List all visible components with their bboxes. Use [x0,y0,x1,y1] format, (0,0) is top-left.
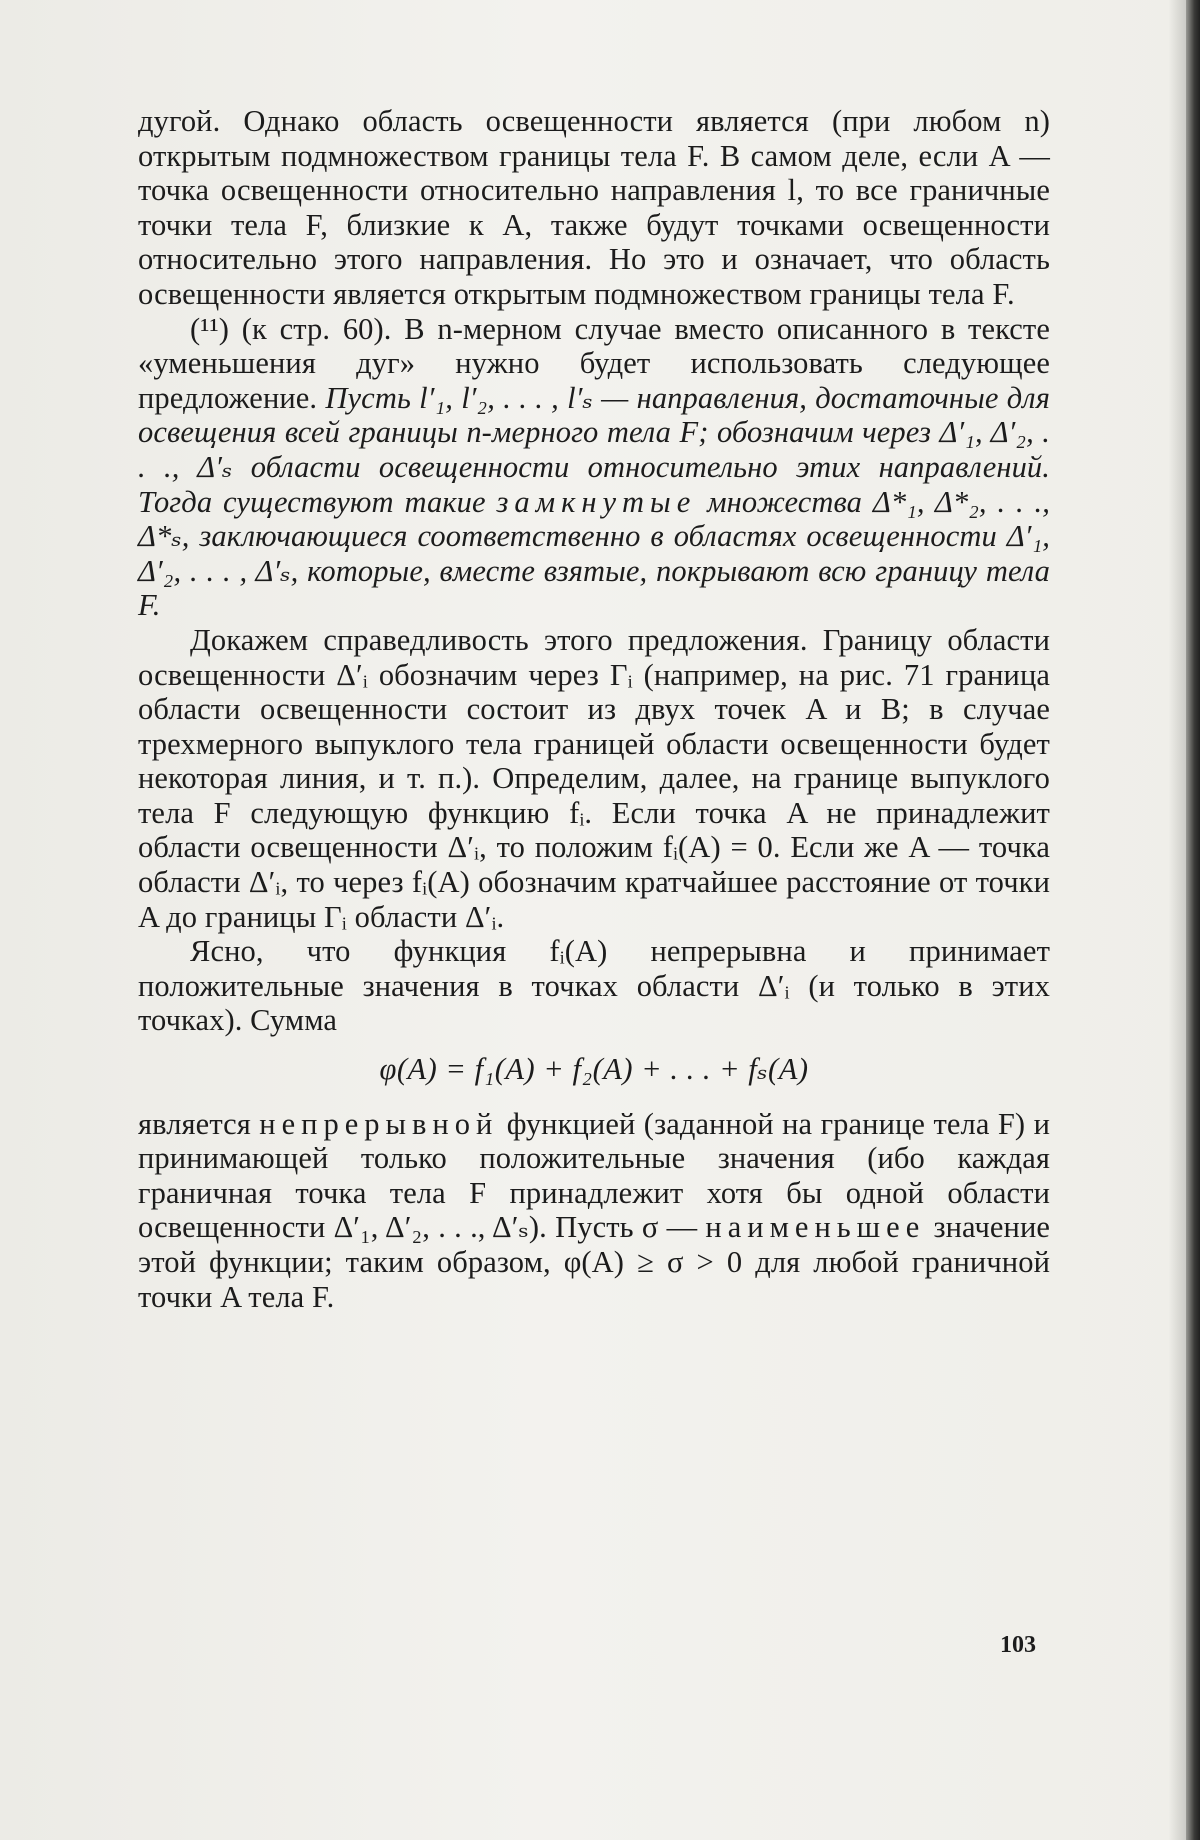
paragraph-5-middle: функцией (заданной на границе тела F) и принимающей только положительные значения (ибо каждая граничная точка тела F принадлежит хотя бы одной области освещенности Δ′₁, Δ′₂, . . ., Δ′ₛ). Пусть σ — [138,1106,1051,1245]
paragraph-3: Докажем справедливость этого предложения. Границу области освещенности Δ′ᵢ обозначим через Γᵢ (например, на рис. 71 граница области освещенности состоит из двух точек A и B; в случае трехмерного выпуклого тела границей области освещенности будет некоторая линия, и т. п.). Определим, далее, на границе выпуклого тела F следующую функцию fᵢ. Если точка A не принадлежит области освещенности Δ′ᵢ, то положим fᵢ(A) = 0. Если же A — точка области Δ′ᵢ, то через fᵢ(A) обозначим кратчайшее расстояние от точки A до границы Γᵢ области Δ′ᵢ. [138,622,1050,934]
paragraph-1: дугой. Однако область освещенности является (при любом n) открытым подмножеством границы тела F. В самом деле, если A — точка освещенности относительно направления l, то все граничные точки тела F, близкие к A, также будут точками освещенности относительно этого направления. Но это и означает, что область освещенности является открытым подмножеством границы тела F. [138,104,1050,311]
paragraph-5-spaced-least: наименьшее [705,1210,926,1245]
paragraph-4: Ясно, что функция fᵢ(A) непрерывна и принимает положительные значения в точках области Δ′ᵢ (и только в этих точках). Сумма [138,934,1050,1038]
paragraph-2-lead: (¹¹) (к стр. 60). В n-мерном случае вместо описанного в тексте «уменьшения дуг» нужно будет использовать следующее предложение. [138,311,1050,415]
page-number: 103 [1000,1632,1036,1658]
paragraph-5 [138,1107,1050,1315]
paragraph-5-spaced-continuous: непрерывной [259,1106,499,1141]
paragraph-2-statement-end: множества Δ*₁, Δ*₂, . . ., Δ*ₛ, заключающиеся соответственно в областях освещенности Δ′₁, Δ′₂, . . . , Δ′ₛ, которые, вместе взятые, покрывают всю границу тела F. [138,484,1050,623]
paragraph-2 [138,312,1050,623]
paragraph-5-lead: является [138,1106,251,1141]
page-edge-shadow [1168,0,1186,1840]
sum-formula: φ(A) = f₁(A) + f₂(A) + . . . + fₛ(A) [379,1052,809,1087]
paragraph-2-spaced-word: замкнутые [496,484,697,519]
paragraph-5-end: значение этой функции; таким образом, φ(A) ≥ σ > 0 для любой граничной точки A тела F. [138,1210,1050,1314]
page-edge-strip [1186,0,1200,1840]
page-text [138,104,1050,1314]
paragraph-2-statement: Пусть l′₁, l′₂, . . . , l′ₛ — направления, достаточные для освещения всей границы n-мерного тела F; обозначим через Δ′₁, Δ′₂, . . ., Δ′ₛ области освещенности относительно этих направлений. Тогда существуют такие [138,380,1050,519]
